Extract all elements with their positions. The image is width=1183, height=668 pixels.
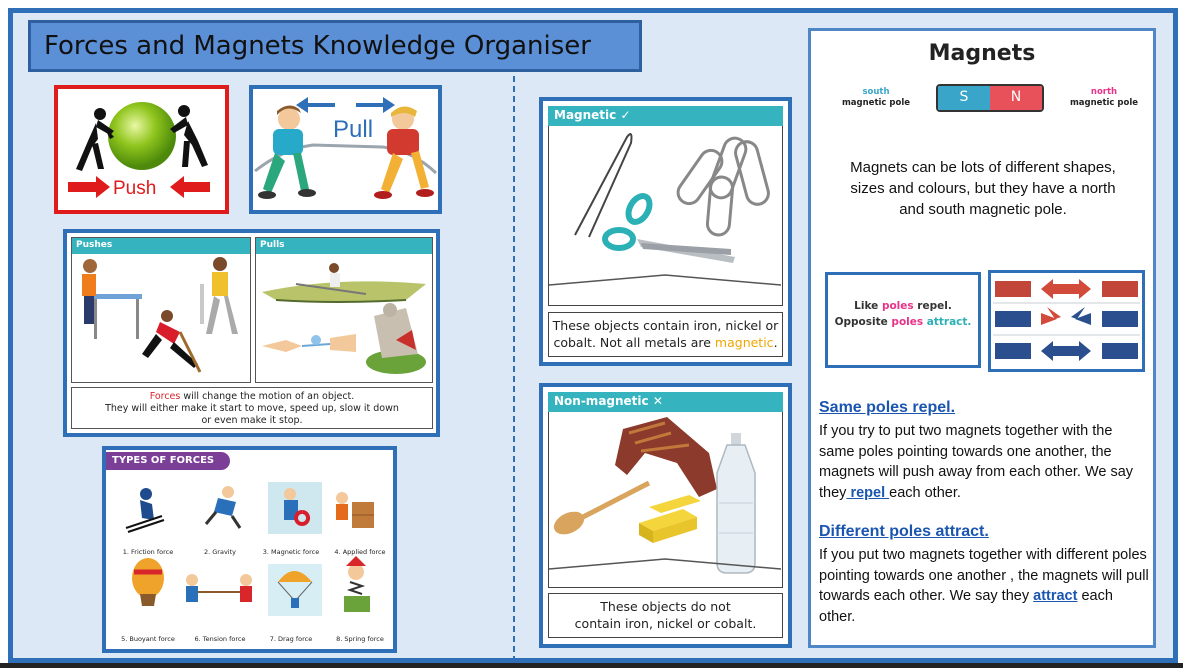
- force-label-buoyant: 5. Buoyant force: [121, 635, 175, 643]
- tick-icon: ✓: [620, 108, 631, 122]
- pushes-header: Pushes: [72, 238, 250, 254]
- jack-in-the-box-icon: [344, 556, 370, 612]
- like-pre: Like: [854, 300, 882, 312]
- pull-word: Pull: [333, 116, 374, 143]
- pushing-box-icon: [336, 492, 374, 528]
- non-magnetic-header-label: Non-magnetic: [554, 394, 649, 408]
- magnet-pairs-card: [988, 270, 1145, 372]
- pulls-illustration: [256, 254, 432, 382]
- bottom-border: [0, 663, 1183, 668]
- same-poles-text: If you try to put two magnets together with the same poles pointing towards one another, the magnets will push away from each other. We say they: [819, 423, 1134, 501]
- north-pole-label: [1064, 87, 1144, 109]
- non-magnetic-caption-line1: These objects do not: [600, 599, 731, 614]
- push-card: [54, 85, 229, 214]
- title-box: [28, 20, 642, 72]
- magnets-title: Magnets: [928, 41, 1036, 66]
- hot-air-balloon-icon: [132, 558, 164, 606]
- like-poles-word: poles: [881, 300, 914, 312]
- force-label-spring: 8. Spring force: [336, 635, 384, 643]
- dashed-divider: [513, 76, 515, 662]
- south-pole-label: [836, 87, 916, 109]
- tug-of-war-icon: [186, 574, 252, 602]
- non-magnetic-caption-box: [548, 593, 783, 638]
- pulls-header: Pulls: [256, 238, 432, 254]
- non-magnetic-objects-illustration: [549, 393, 781, 586]
- force-label-applied: 4. Applied force: [334, 548, 386, 556]
- caption-line1-rest: will change the motion of an object.: [180, 391, 355, 402]
- force-label-gravity: 2. Gravity: [203, 548, 236, 556]
- attract-word: attract: [1033, 588, 1078, 604]
- pushes-pulls-caption-line1: [72, 391, 432, 403]
- pushes-frame: [71, 237, 251, 383]
- pull-illustration: [253, 89, 438, 210]
- bar-magnet: [936, 84, 1044, 112]
- same-poles-text-end: each other.: [889, 484, 961, 501]
- repel-word: repel: [846, 484, 890, 501]
- magnets-intro: Magnets can be lots of different shapes, sizes and colours, but they have a north and south magnetic pole.: [850, 159, 1116, 218]
- page-title: Forces and Magnets Knowledge Organiser: [44, 31, 591, 61]
- magnetic-caption-line2: [549, 334, 782, 351]
- cross-icon: ✕: [652, 394, 663, 408]
- magnetic-caption-post: .: [773, 335, 778, 350]
- force-label-tension: 6. Tension force: [194, 635, 246, 643]
- pulls-frame: [255, 237, 433, 383]
- north-magnetic-pole-text: magnetic pole: [1069, 98, 1139, 108]
- non-magnetic-image-frame: [548, 392, 783, 588]
- non-magnetic-panel: [539, 383, 792, 648]
- falling-person-icon: [206, 486, 240, 528]
- force-label-magnetic: 3. Magnetic force: [262, 548, 320, 556]
- pushes-pulls-caption-box: [71, 387, 433, 429]
- magnetic-word-highlight: magnetic: [714, 335, 774, 350]
- opposite-poles-rule: [828, 316, 978, 328]
- non-magnetic-header: [548, 392, 783, 412]
- magnetic-image-frame: [548, 106, 783, 306]
- same-poles-body: [819, 421, 1151, 503]
- magnetic-caption-box: [548, 312, 783, 357]
- like-post: repel.: [913, 300, 952, 312]
- north-pole-half: N: [990, 86, 1042, 110]
- north-word: north: [1090, 87, 1118, 97]
- types-of-forces-panel: [102, 446, 397, 653]
- magnetic-caption-line1: These objects contain iron, nickel or: [552, 318, 779, 333]
- magnetic-caption-pre: cobalt. Not all metals are: [553, 335, 715, 350]
- different-poles-body: [819, 545, 1151, 627]
- types-of-forces-header: TYPES OF FORCES: [106, 452, 230, 470]
- force-label-friction: 1. Friction force: [122, 548, 174, 556]
- magnetic-objects-illustration: [549, 107, 781, 304]
- south-word: south: [862, 87, 890, 97]
- force-label-drag: 7. Drag force: [269, 635, 313, 643]
- magnetic-panel: [539, 97, 792, 366]
- different-poles-text: If you put two magnets together with different poles pointing towards one another , the magnets will pull towards each other. We say they: [819, 547, 1149, 604]
- pull-card: [249, 85, 442, 214]
- forces-highlight: Forces: [149, 391, 181, 402]
- south-magnetic-pole-text: magnetic pole: [841, 98, 911, 108]
- different-poles-title: Different poles attract.: [819, 523, 989, 540]
- pushes-illustration: [72, 254, 250, 382]
- magnetic-header-label: Magnetic: [554, 108, 617, 122]
- pushes-pulls-panel: [63, 229, 440, 437]
- opposite-post: attract.: [923, 316, 972, 328]
- different-poles-text-end: each other.: [819, 588, 1113, 625]
- south-pole-half: S: [938, 86, 990, 110]
- pole-rule-card: [825, 272, 981, 368]
- pushes-pulls-caption-line2: They will either make it start to move, speed up, slow it down: [105, 403, 399, 414]
- skier-icon: [126, 488, 164, 532]
- like-poles-rule: [828, 300, 978, 312]
- push-word: Push: [113, 178, 157, 199]
- opposite-pre: Opposite: [834, 316, 892, 328]
- non-magnetic-caption-line2: contain iron, nickel or cobalt.: [574, 616, 757, 631]
- magnet-pairs-illustration: [991, 273, 1142, 369]
- same-poles-title: Same poles repel.: [819, 399, 956, 416]
- pushes-pulls-caption-line3: or even make it stop.: [201, 415, 303, 426]
- magnetic-header: [548, 106, 783, 126]
- opposite-poles-word: poles: [891, 316, 924, 328]
